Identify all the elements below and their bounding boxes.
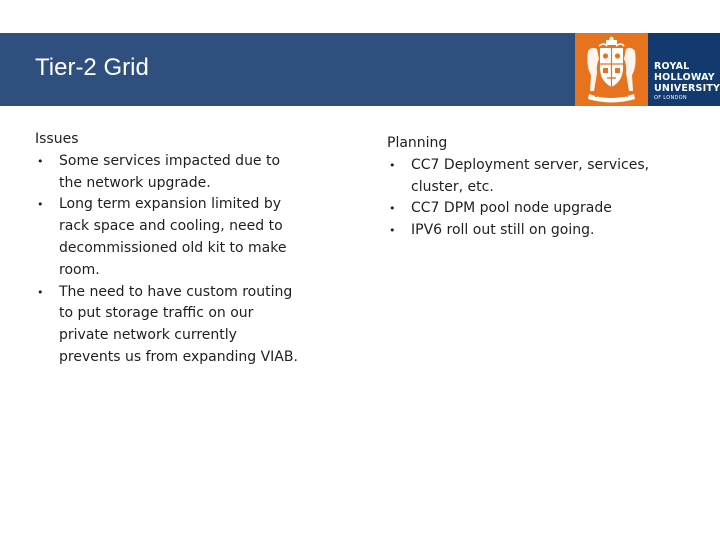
planning-heading: Planning: [387, 135, 448, 151]
list-item: [35, 194, 300, 281]
list-item: [387, 155, 687, 199]
wordmark-panel: [648, 33, 720, 106]
list-item: [387, 220, 687, 242]
list-item-text: Long term expansion limited by rack space and cooling, need to decommissioned old kit to make room.: [59, 196, 287, 278]
college-crest-icon: [575, 33, 648, 106]
logo-text-line: HOLLOWAY: [654, 72, 715, 83]
logo-text-line: OF LONDON: [654, 95, 687, 101]
list-item-text: IPV6 roll out still on going.: [411, 222, 595, 239]
logo-text-line: UNIVERSITY: [654, 83, 720, 94]
university-logo: [575, 33, 720, 106]
list-item: [35, 282, 300, 369]
issues-column: [35, 129, 300, 369]
issues-list: [35, 151, 300, 369]
list-item-text: Some services impacted due to the network upgrade.: [59, 152, 281, 191]
bullet-icon: •: [37, 198, 44, 212]
logo-text-line: ROYAL: [654, 61, 690, 72]
list-item: [387, 198, 687, 220]
list-item: [35, 151, 300, 195]
planning-column: [387, 133, 687, 242]
slide-title: Tier-2 Grid: [35, 54, 149, 81]
issues-heading: Issues: [35, 131, 79, 147]
list-item-text: CC7 DPM pool node upgrade: [411, 200, 612, 217]
list-item-text: CC7 Deployment server, services, cluster, etc.: [411, 156, 650, 195]
bullet-icon: •: [389, 158, 396, 172]
bullet-icon: •: [37, 154, 44, 168]
list-item-text: The need to have custom routing to put storage traffic on our private network currently prevents us from expanding VIAB.: [59, 283, 298, 365]
planning-list: [387, 155, 687, 242]
bullet-icon: •: [389, 202, 396, 216]
bullet-icon: •: [389, 224, 396, 238]
bullet-icon: •: [37, 285, 44, 299]
crest-panel: [575, 33, 648, 106]
